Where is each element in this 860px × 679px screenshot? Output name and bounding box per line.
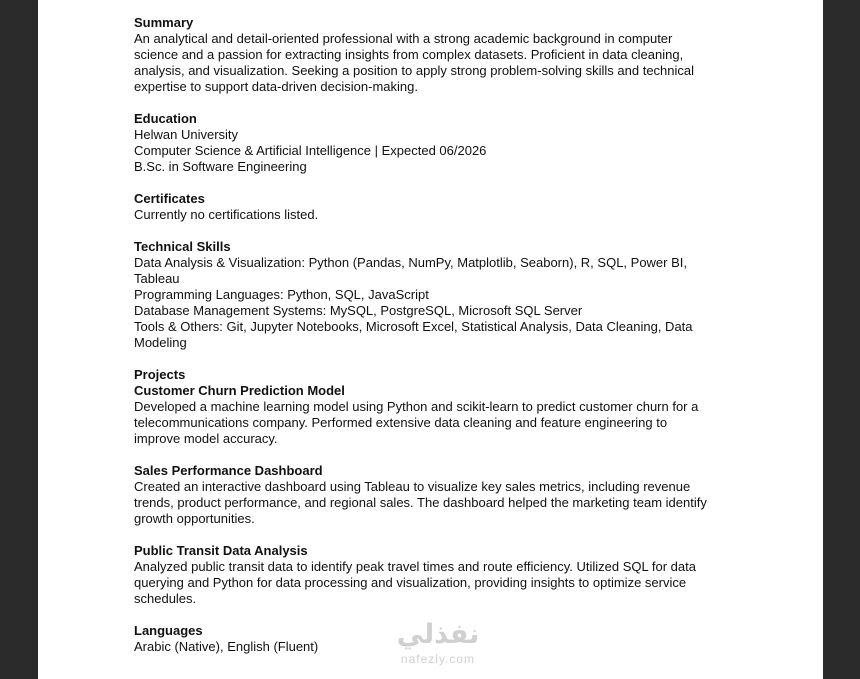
project-description-line: improve model accuracy. [134,431,278,446]
projects-section [134,367,734,607]
viewer-right-margin [823,0,860,679]
education-line: Helwan University [134,127,239,142]
project-item [134,463,734,527]
project-title: Sales Performance Dashboard [134,463,323,478]
skills-line: Data Analysis & Visualization: Python (Pandas, NumPy, Matplotlib, Seaborn), R, SQL, Power BI, [134,255,688,270]
project-item [134,543,734,607]
project-description-line: Developed a machine learning model using Python and scikit-learn to predict customer churn for a [134,399,699,414]
project-description-line: Analyzed public transit data to identify peak travel times and route efficiency. Utilized SQL for data [134,559,696,574]
skills-line: Modeling [134,335,187,350]
certificates-section [134,191,734,223]
project-description-line: telecommunications company. Performed extensive data cleaning and feature engineering to [134,415,668,430]
summary-line: An analytical and detail-oriented professional with a strong academic background in computer [134,31,673,46]
project-title: Public Transit Data Analysis [134,543,308,558]
summary-heading: Summary [134,15,194,30]
projects-heading: Projects [134,367,186,382]
project-description-line: schedules. [134,591,197,606]
certificates-heading: Certificates [134,191,205,206]
summary-line: science and a passion for extracting insights from complex datasets. Proficient in data cleaning, [134,47,684,62]
resume-content [134,15,734,655]
skills-line: Tableau [134,271,180,286]
summary-line: expertise to support data-driven decision-making. [134,79,418,94]
languages-heading: Languages [134,623,203,638]
skills-heading: Technical Skills [134,239,231,254]
project-description-line: trends, product performance, and regional sales. The dashboard helped the marketing team identify [134,495,707,510]
project-description-line: growth opportunities. [134,511,255,526]
project-description-line: Created an interactive dashboard using Tableau to visualize key sales metrics, including revenue [134,479,691,494]
languages-line: Arabic (Native), English (Fluent) [134,639,319,654]
education-heading: Education [134,111,197,126]
watermark-latin-text: nafezly.com [400,652,476,666]
project-description-line: querying and Python for data processing and visualization, providing insights to optimize service [134,575,687,590]
viewer-left-margin [0,0,38,679]
skills-line: Programming Languages: Python, SQL, JavaScript [134,287,429,302]
document-page[interactable] [38,0,823,679]
summary-section [134,15,734,95]
education-line: B.Sc. in Software Engineering [134,159,307,174]
project-title: Customer Churn Prediction Model [134,383,345,398]
project-item [134,383,734,447]
certificates-line: Currently no certifications listed. [134,207,319,222]
education-line: Computer Science & Artificial Intelligence | Expected 06/2026 [134,143,487,158]
watermark-arabic-text: نفذلي [396,619,480,650]
skills-line: Tools & Others: Git, Jupyter Notebooks, Microsoft Excel, Statistical Analysis, Data Cleaning, Data [134,319,693,334]
nafezly-watermark [378,618,498,678]
education-section [134,111,734,175]
skills-section [134,239,734,351]
skills-line: Database Management Systems: MySQL, PostgreSQL, Microsoft SQL Server [134,303,583,318]
summary-line: analysis, and visualization. Seeking a position to apply strong problem-solving skills and technical [134,63,695,78]
